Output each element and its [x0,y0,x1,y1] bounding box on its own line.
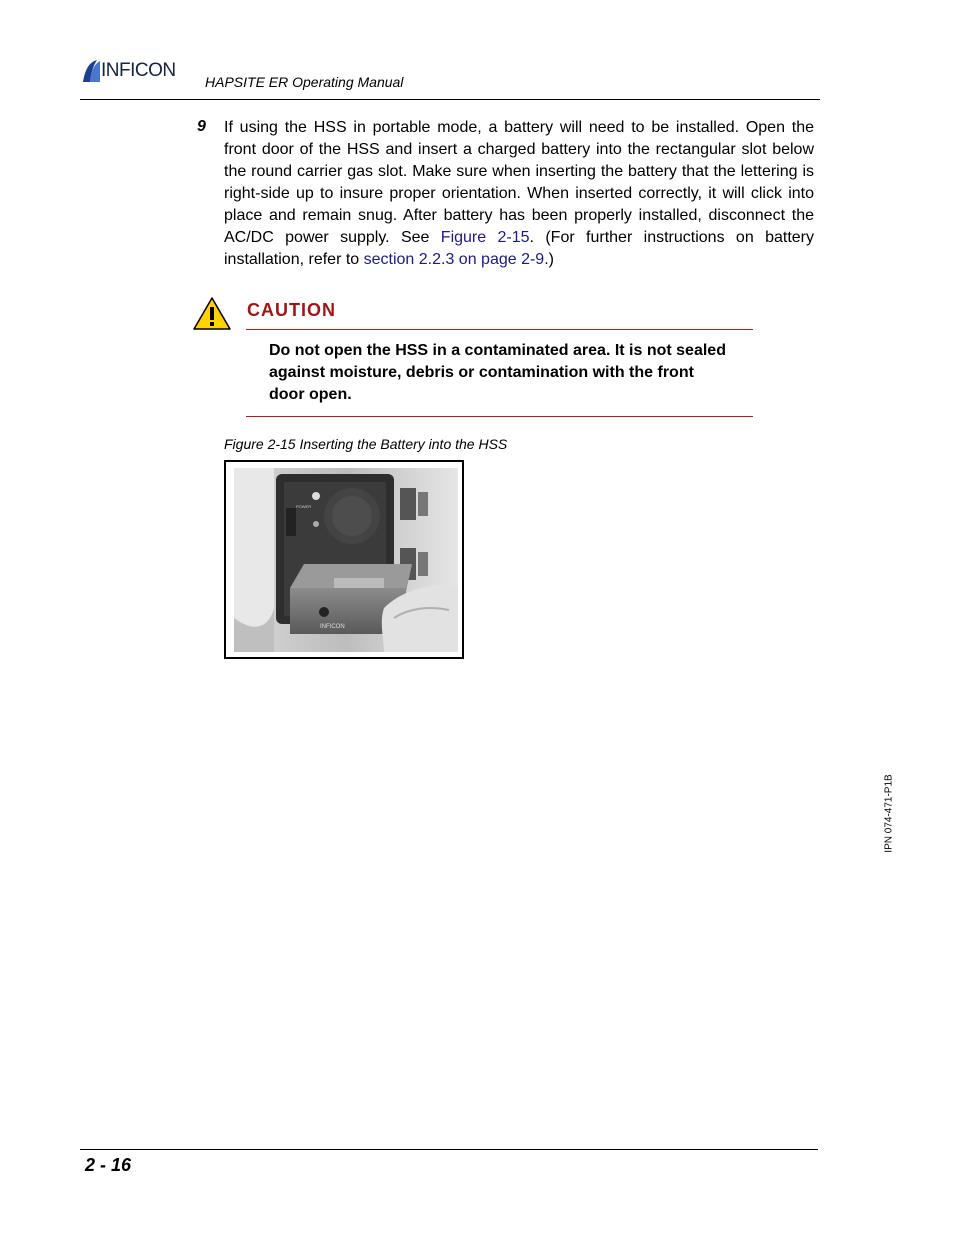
logo-wordmark: INFICON [101,60,176,81]
warning-triangle-icon [192,296,232,331]
photo-power-label: POWER [296,504,312,509]
caution-text: Do not open the HSS in a contaminated area. It is not sealed against moisture, debris or contamination with the front door open. [269,342,726,403]
figure-caption: Figure 2-15 Inserting the Battery into the HSS [224,436,508,452]
step-text-2: . (For further instructions on battery installation, refer to [224,229,815,268]
battery-insertion-photo [234,468,458,652]
step-paragraph [224,117,814,271]
header-divider [80,99,820,100]
step-number: 9 [197,118,206,135]
document-ipn: IPN 074-471-P1B [883,774,895,853]
manual-title: HAPSITE ER Operating Manual [205,74,404,90]
figure-link[interactable]: Figure 2-15 [440,229,530,246]
caution-divider-bottom [246,416,753,417]
photo-battery-label: INFICON [320,624,345,630]
caution-title: CAUTION [247,300,336,320]
section-link[interactable]: section 2.2.3 on page 2-9 [363,251,545,268]
page-number: 2 - 16 [85,1155,132,1175]
footer-divider [80,1149,818,1150]
step-text-1: If using the HSS in portable mode, a battery will need to be installed. Open the front door of the HSS and insert a charged battery into the rectangular slot below the round carrier gas slot. Make sure when inserting the battery that the lettering is right-side up to insure proper orientation. When inserted correctly, it will click into place and remain snug. After battery has been properly installed, disconnect the AC/DC power supply. See [224,119,814,246]
step-text-3: .) [544,251,554,268]
caution-divider-top [246,329,753,330]
